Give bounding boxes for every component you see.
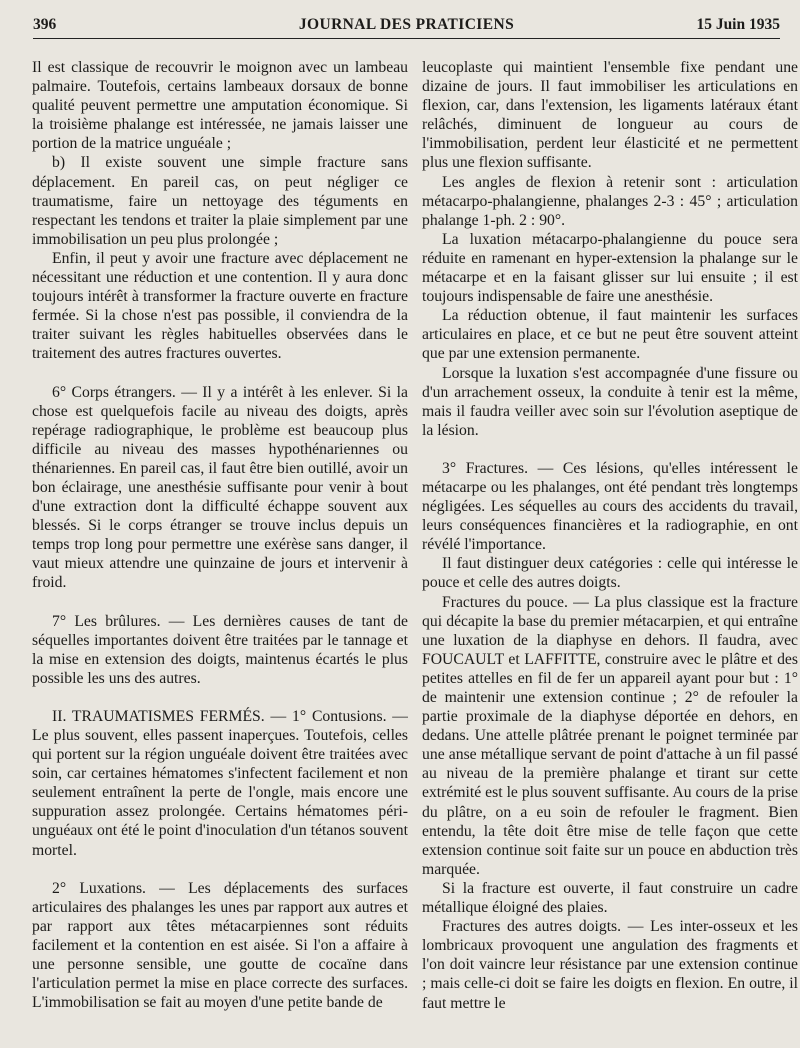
section-traumatismes-fermes: II. TRAUMATISMES FERMÉS. — 1° Contusions. — Le plus souvent, elles passent inaperçues. Toutefois, celles qui portent sur la région unguéale doivent être traitées avec soin, car certaines hématomes s'infectent facilement et non seulement entraînent la perte de l'ongle, mais encore une suppuration assez prolongée. Certains hématomes péri-unguéaux ont été le point d'inoculation d'un tétanos souvent mortel. <box>32 707 408 859</box>
header-rule <box>33 38 780 39</box>
paragraph: leucoplaste qui maintient l'ensemble fixe pendant une dizaine de jours. Il faut immobiliser les articulations en flexion, car, dans l'extension, les ligaments latéraux étant relâchés, diminuent de longueur au cours de l'immobilisation, perdent leur élasticité et ne permettent plus une flexion suffisante. <box>422 59 798 172</box>
page-header <box>33 14 780 36</box>
subsection-fractures-pouce: Fractures du pouce. — La plus classique est la fracture qui décapite la base du premier métacarpien, et qui entraîne une luxation de la diaphyse en dehors. Il faudra, avec FOUCAULT et LAFFITTE, construire avec le plâtre et des petites attelles en fil de fer un appareil ayant pour but : 1° de maintenir une extension continue ; 2° de refouler la partie proximale de la diaphyse déportée en dehors, en dedans. Une attelle plâtrée prenant le poignet terminée par une anse métallique servant de point d'attache à un fil passé au niveau de la première phalange et tirant sur cette extrémité est le plus souvent suffisante. Au cours de la prise du plâtre, on a eu soin de refouler le fragment. Bien entendu, la tête doit être mise de telle façon que cette extension continue soit faite sur un pouce en abduction très marquée. <box>422 593 798 878</box>
paragraph: Les angles de flexion à retenir sont : articulation métacarpo-phalangienne, phalanges 2-3 : 45° ; articulation phalange 1-ph. 2 : 90°. <box>422 173 798 229</box>
paragraph: Si la fracture est ouverte, il faut construire un cadre métallique éloigné des plaies. <box>422 879 798 917</box>
section-brulures: 7° Les brûlures. — Les dernières causes de tant de séquelles importantes doivent être traitées par le tannage et la mise en extension des doigts, maintenus écartés le plus possible les uns des autres. <box>32 612 408 687</box>
paragraph: Il faut distinguer deux catégories : celle qui intéresse le pouce et celle des autres doigts. <box>422 555 798 592</box>
left-column <box>32 58 408 1032</box>
journal-title: JOURNAL DES PRATICIENS <box>298 16 515 33</box>
subsection-fractures-autres-doigts: Fractures des autres doigts. — Les inter-osseux et les lombricaux provoquent une angulation des fragments et l'on doit vaincre leur résistance par une extension continue ; mais celle-ci doit se faire les doigts en flexion. En outre, il faut mettre le <box>422 918 798 1012</box>
paragraph: La réduction obtenue, il faut maintenir les surfaces articulaires en place, et ce but ne peut être souvent atteint que par une extension permanente. <box>422 307 798 363</box>
page-number: 396 <box>33 16 57 33</box>
paragraph: La luxation métacarpo-phalangienne du pouce sera réduite en ramenant en hyper-extension la phalange sur le métacarpe et en la faisant glisser sur lui ensuite ; il est toujours indispensable de faire une anesthésie. <box>422 230 798 306</box>
section-corps-etrangers: 6° Corps étrangers. — Il y a intérêt à les enlever. Si la chose est quelquefois facile au niveau des doigts, après repérage radiographique, le problème est beaucoup plus difficile au niveau des masses hypothénariennes ou thénariennes. En pareil cas, il faut être bien outillé, avoir un bon éclairage, une anesthésie suffisante pour venir à bout d'une extraction dont la difficulté échappe souvent aux blessés. Si le corps étranger se trouve inclus depuis un temps trop long pour permettre une exérèse sans danger, il vaut mieux attendre une quinzaine de jours et intervenir à froid. <box>32 383 408 592</box>
right-column <box>422 58 798 1032</box>
section-fractures: 3° Fractures. — Ces lésions, qu'elles intéressent le métacarpe ou les phalanges, ont été pendant très longtemps négligées. Les séquelles au cours des accidents du travail, leurs conséquences financières et la radiographie, en ont révélé l'importance. <box>422 459 798 554</box>
paragraph: Lorsque la luxation s'est accompagnée d'une fissure ou d'un arrachement osseux, la conduite à tenir est la même, mais il faudra veiller avec soin sur l'évolution aseptique de la lésion. <box>422 364 798 439</box>
paragraph: Il est classique de recouvrir le moignon avec un lambeau palmaire. Toutefois, certains lambeaux dorsaux de bonne qualité peuvent permettre une amputation économique. Si la troisième phalange est intéressée, ne jamais laisser une portion de la matrice unguéale ; <box>32 59 408 153</box>
section-luxations: 2° Luxations. — Les déplacements des surfaces articulaires des phalanges les unes par rapport aux autres et par rapport aux têtes métacarpiennes sont réduits facilement et la contention en est aisée. Si l'on a affaire à une personne sensible, une goutte de cocaïne dans l'articulation permet la mise en place correcte des surfaces. L'immobilisation se fait au moyen d'une petite bande de <box>32 879 408 1012</box>
paragraph: Enfin, il peut y avoir une fracture avec déplacement ne nécessitant une réduction et une contention. Il y aura donc toujours intérêt à transformer la fracture ouverte en fracture fermée. Si la chose n'est pas possible, il conviendra de la traiter suivant les règles habituelles observées dans le traitement des autres fractures ouvertes. <box>32 249 408 363</box>
issue-date: 15 Juin 1935 <box>696 16 780 33</box>
paragraph: b) Il existe souvent une simple fracture sans déplacement. En pareil cas, on peut négliger ce traumatisme, faire un nettoyage des téguments en respectant les tendons et traiter la plaie simplement par une immobilisation un peu plus prolongée ; <box>32 154 408 248</box>
